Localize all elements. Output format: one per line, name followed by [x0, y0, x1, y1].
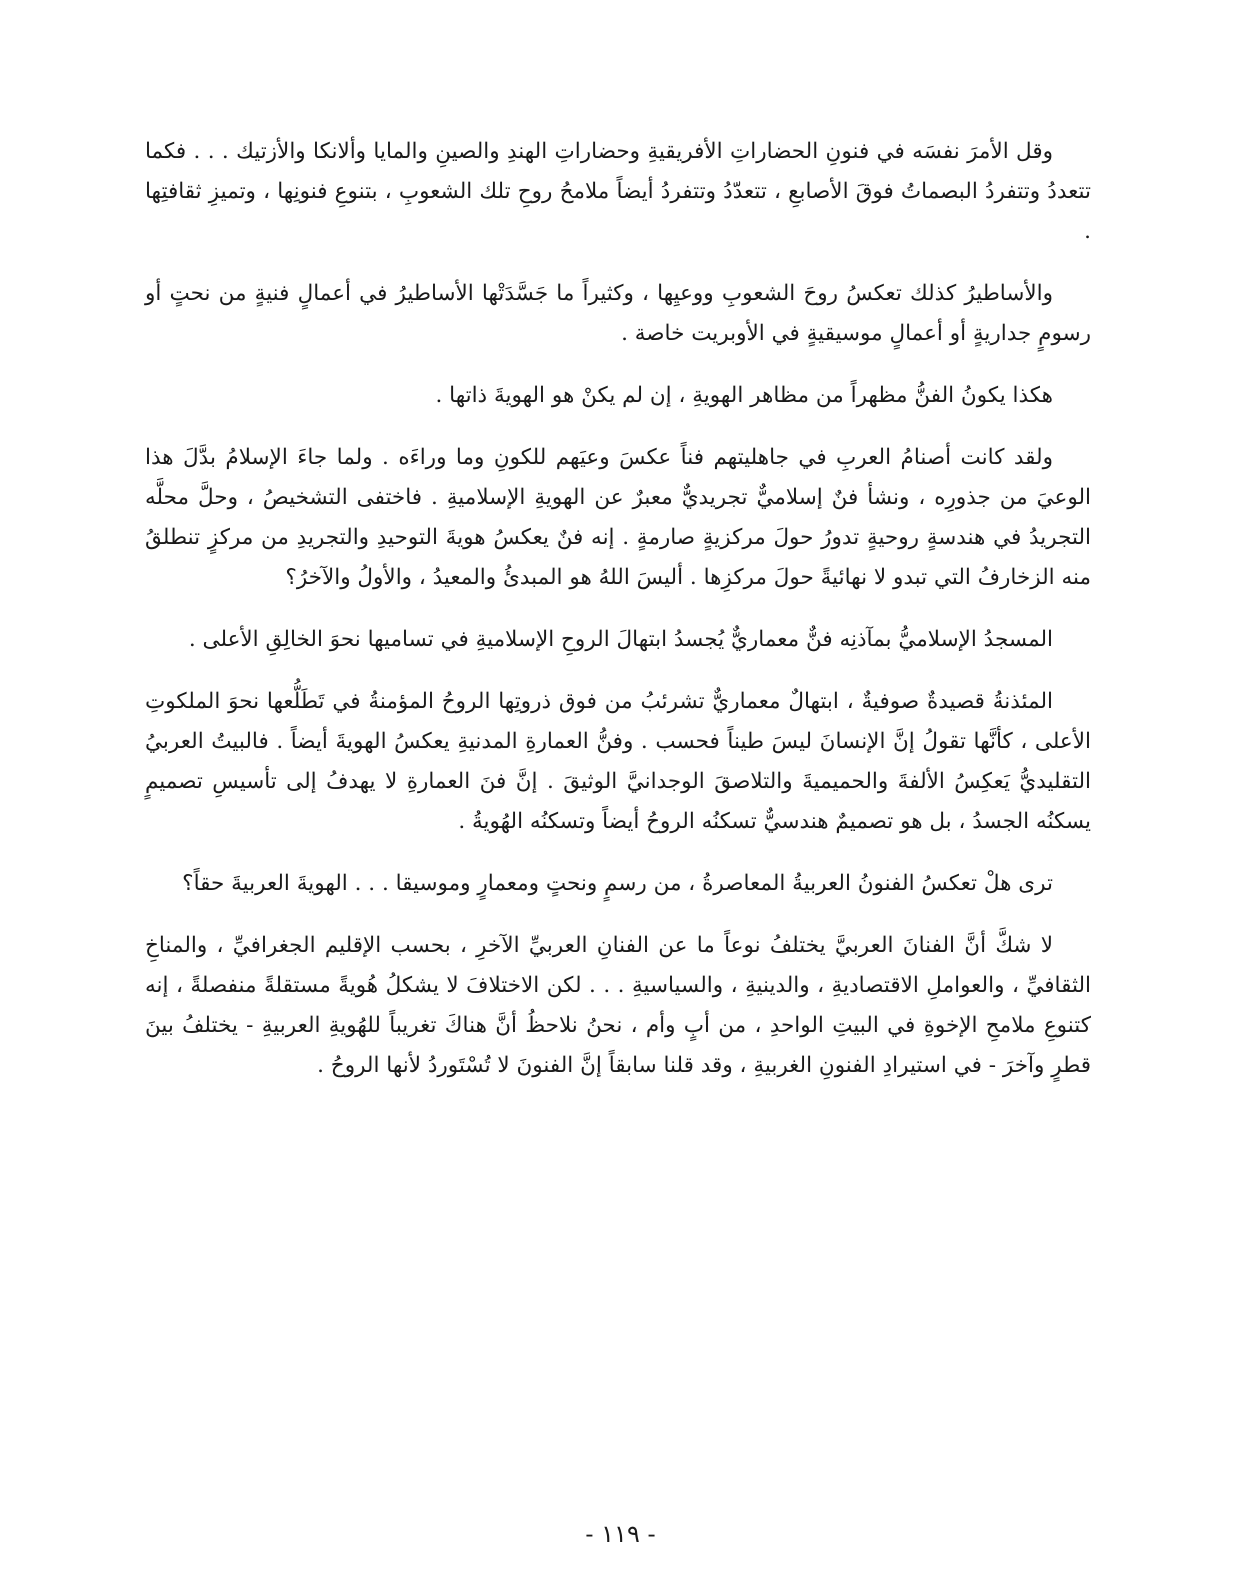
paragraph-4: ولقد كانت أصنامُ العربِ في جاهليتهم فناً عكسَ وعيَهم للكونِ وما وراءَه . ولما جاءَ الإسلامُ بدَّلَ هذا الوعيَ من جذورِه ، ونشأ فنٌ إسلاميٌّ تجريديٌّ معبرٌ عن الهويةِ الإسلاميةِ . فاختفى التشخيصُ ، وحلَّ محلَّه التجريدُ في هندسةٍ روحيةٍ تدورُ حولَ مركزيةٍ صارمةٍ . إنه فنٌ يعكسُ هويةَ التوحيدِ والتجريدِ من مركزٍ تنطلقُ منه الزخارفُ التي تبدو لا نهائيةً حولَ مركزِها . أليسَ اللهُ هو المبدئُ والمعيدُ ، والأولُ والآخرُ؟: [145, 445, 1091, 590]
paragraph-3: هكذا يكونُ الفنُّ مظهراً من مظاهر الهويةِ ، إن لم يكنْ هو الهويةَ ذاتها .: [435, 383, 1053, 408]
paragraph-8: لا شكَّ أنَّ الفنانَ العربيَّ يختلفُ نوعاً ما عن الفنانِ العربيِّ الآخرِ ، بحسب الإقليم الجغرافيِّ ، والمناخِ الثقافيِّ ، والعواملِ الاقتصاديةِ ، والدينيةِ ، والسياسيةِ . . . لكن الاختلافَ لا يشكلُ هُويةً مستقلةً منفصلةً ، إنه كتنوعِ ملامحِ الإخوةِ في البيتِ الواحدِ ، من أبٍ وأم ، نحنُ نلاحظُ أنَّ هناكَ تغريباً للهُويةِ العربيةِ - يختلفُ بينَ قطرٍ وآخرَ - في استيرادِ الفنونِ الغربيةِ ، وقد قلنا سابقاً إنَّ الفنونَ لا تُسْتَوردُ لأنها الروحُ .: [145, 933, 1091, 1078]
paragraph-7: ترى هلْ تعكسُ الفنونُ العربيةُ المعاصرةُ ، من رسمٍ ونحتٍ ومعمارٍ وموسيقا . . . الهويةَ العربيةَ حقاً؟: [182, 871, 1053, 896]
paragraph-1: وقل الأمرَ نفسَه في فنونِ الحضاراتِ الأفريقيةِ وحضاراتِ الهندِ والصينِ والمايا وألانكا والأزتيك . . . فكما تتعددُ وتتفردُ البصماتُ فوقَ الأصابعِ ، تتعدّدُ وتتفردُ أيضاً ملامحُ روحِ تلك الشعوبِ ، بتنوعِ فنونِها ، وتميزِ ثقافتِها .: [145, 139, 1091, 244]
paragraph-5: المسجدُ الإسلاميُّ بمآذنِه فنٌّ معماريٌّ يُجسدُ ابتهالَ الروحِ الإسلاميةِ في تساميها نحوَ الخالِقِ الأعلى .: [188, 627, 1053, 652]
paragraph-6: المئذنةُ قصيدةٌ صوفيةٌ ، ابتهالٌ معماريٌّ تشرئبُ من فوق ذروتِها الروحُ المؤمنةُ في تَطَلُّعها نحوَ الملكوتِ الأعلى ، كأنَّها تقولُ إنَّ الإنسانَ ليسَ طيناً فحسب . وفنُّ العمارةِ المدنيةِ يعكسُ الهويةَ أيضاً . فالبيتُ العربيُ التقليديُّ يَعكِسُ الألفةَ والحميميةَ والتلاصقَ الوجدانيَّ الوثيقَ . إنَّ فنَ العمارةِ لا يهدفُ إلى تأسيسِ تصميمٍ يسكنُه الجسدُ ، بل هو تصميمٌ هندسيٌّ تسكنُه الروحُ أيضاً وتسكنُه الهُويةُ .: [145, 689, 1091, 834]
page-number: - ١١٩ -: [585, 1520, 656, 1548]
paragraph-2: والأساطيرُ كذلك تعكسُ روحَ الشعوبِ ووعيِها ، وكثيراً ما جَسَّدَتْها الأساطيرُ في أعمالٍ فنيةٍ من نحتٍ أو رسومٍ جداريةٍ أو أعمالٍ موسيقيةٍ في الأوبريت خاصة .: [145, 281, 1091, 346]
page-body: [145, 132, 1091, 1108]
